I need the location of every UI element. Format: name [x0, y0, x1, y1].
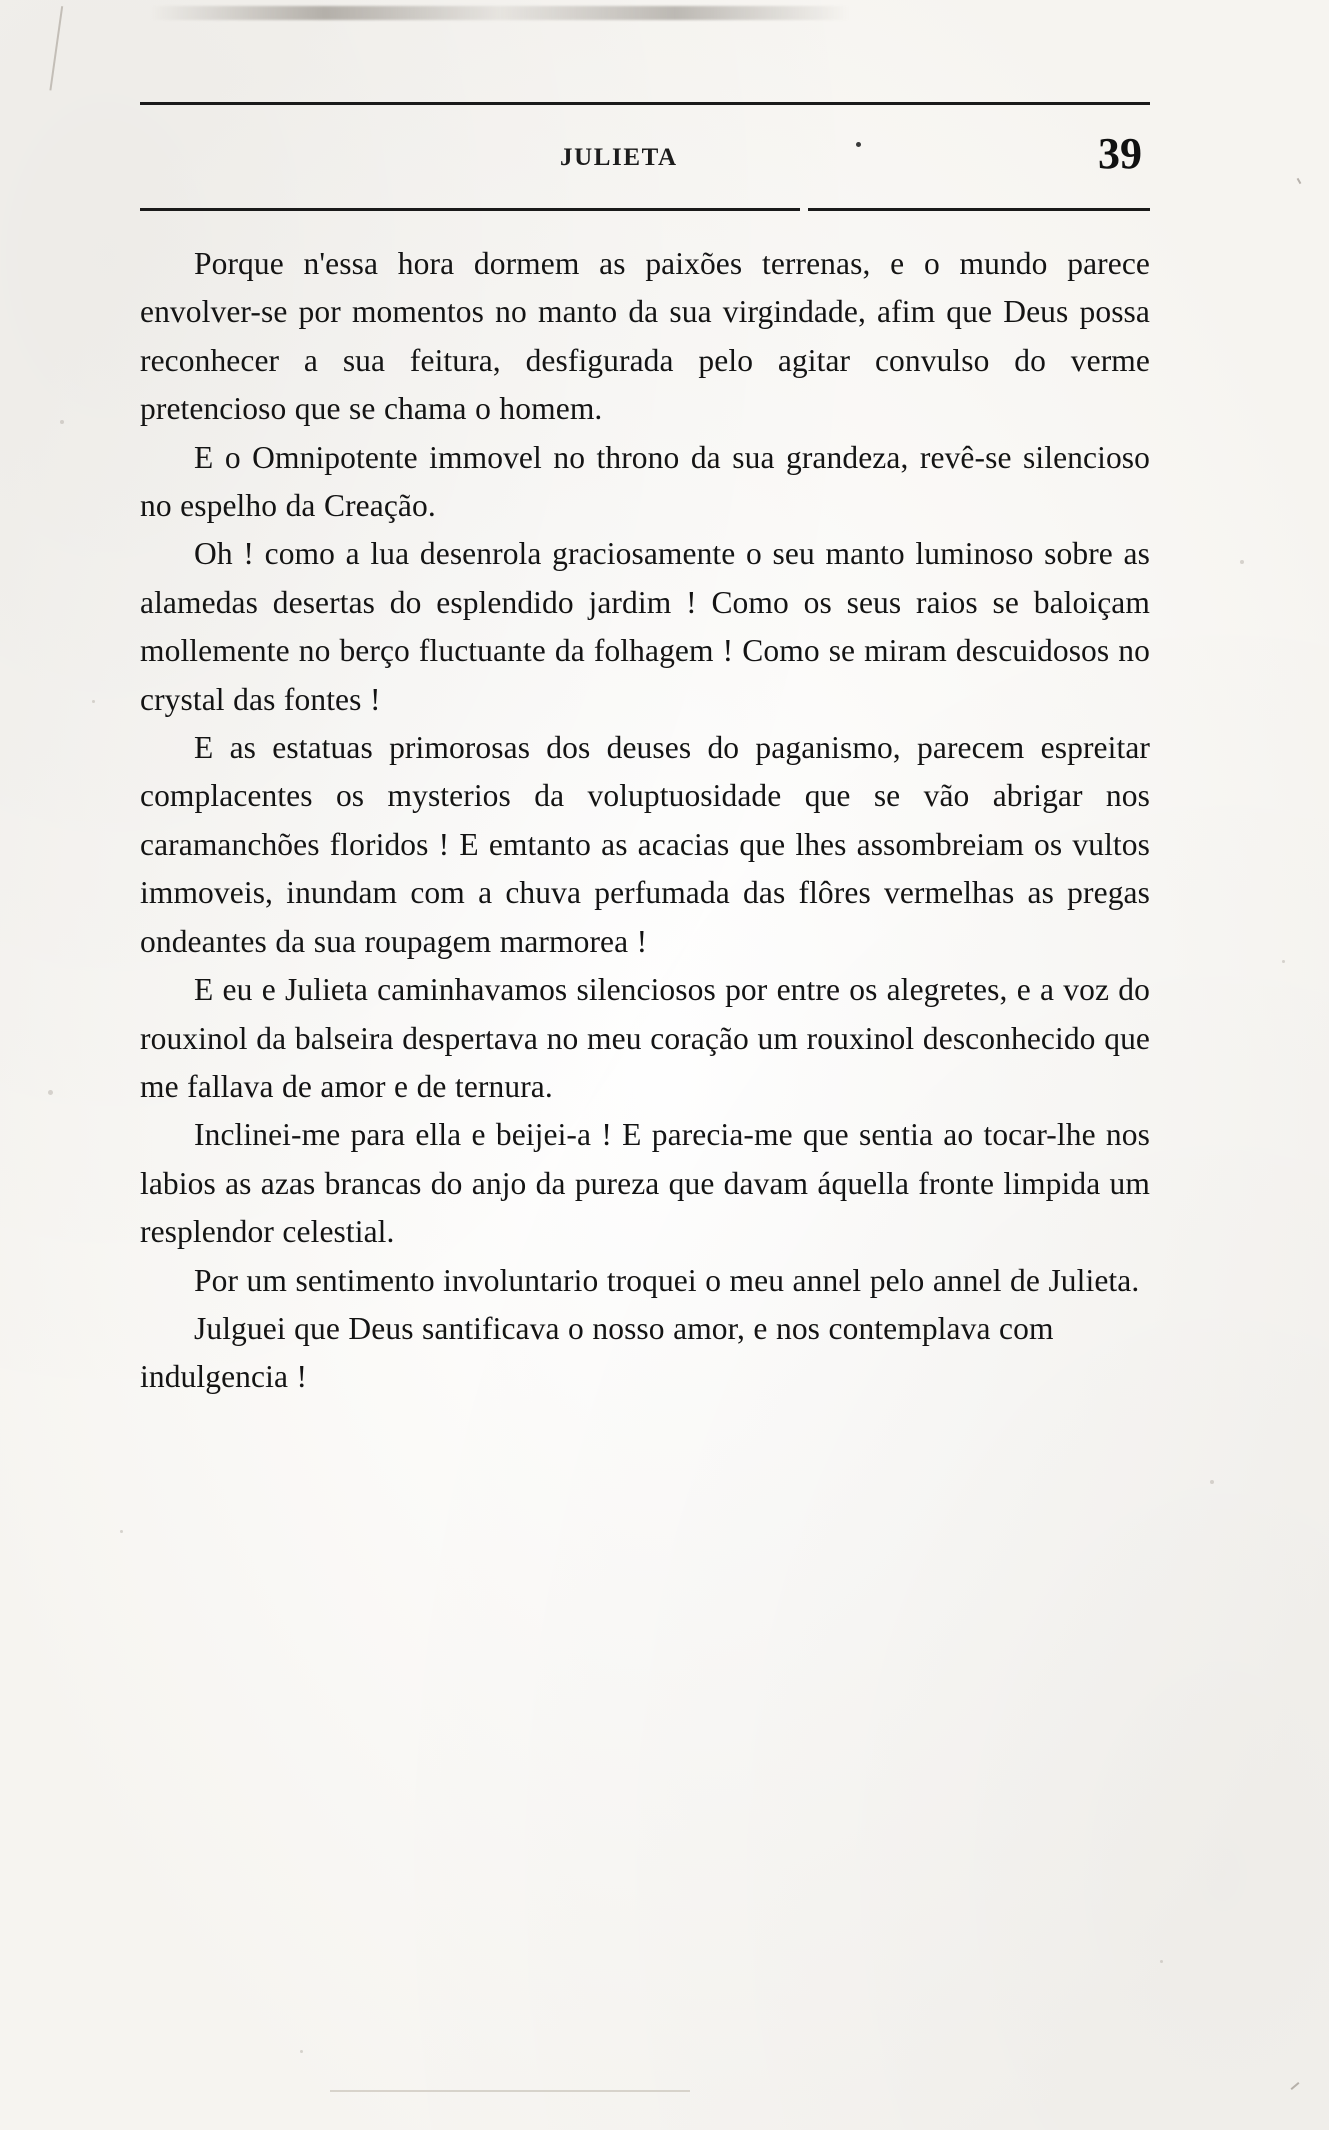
paragraph: Inclinei-me para ella e beijei-a ! E parecia-me que sentia ao tocar-lhe nos labios as azas brancas do anjo da pureza que davam áquella fronte limpida um resplendor celestial. — [140, 1117, 1150, 1250]
scan-speck — [1160, 1960, 1163, 1963]
paragraph: Julguei que Deus santificava o nosso amor, e nos contemplava com indulgencia ! — [140, 1310, 1054, 1395]
scan-speck — [60, 420, 64, 424]
scan-edge-mark — [1297, 178, 1302, 184]
page-number: 39 — [1098, 129, 1142, 178]
scan-speck — [120, 1530, 123, 1533]
book-title: JULIETA — [560, 144, 678, 171]
header-rule-top — [140, 102, 1150, 105]
paragraph: E o Omnipotente immovel no throno da sua grandeza, revê-se silencioso no espelho da Creação. — [140, 439, 1150, 524]
paragraph: Porque n'essa hora dormem as paixões terrenas, e o mundo parece envolver-se por momentos no manto da sua virgindade, afim que Deus possa reconhecer a sua feitura, desfigurada pelo agitar convulso do verme pretencioso que se chama o homem. — [140, 246, 1150, 427]
scan-speck — [48, 1090, 53, 1095]
scan-edge-mark — [1291, 2082, 1300, 2090]
scan-corner-mark — [49, 6, 122, 99]
paragraph: Oh ! como a lua desenrola graciosamente o seu manto luminoso sobre as alamedas desertas do esplendido jardim ! Como os seus raios se baloiçam mollemente no berço fluctuante da folhagem ! Como se miram descuidosos no crystal das fontes ! — [140, 536, 1150, 717]
paragraph: E as estatuas primorosas dos deuses do paganismo, parecem espreitar complacentes os mysterios da voluptuosidade que se vão abrigar nos caramanchões floridos ! E emtanto as acacias que lhes assombreiam os vultos immoveis, inundam com a chuva perfumada das flôres vermelhas as pregas ondeantes da sua roupagem marmorea ! — [140, 730, 1150, 959]
scan-speck — [1240, 560, 1244, 564]
paragraph: Por um sentimento involuntario troquei o meu annel pelo annel de Julieta. — [194, 1262, 1140, 1298]
paragraph: E eu e Julieta caminhavamos silenciosos por entre os alegretes, e a voz do rouxinol da balseira despertava no meu coração um rouxinol desconhecido que me fallava de amor e de ternura. — [140, 972, 1150, 1104]
header-rule-bottom-right — [808, 208, 1150, 211]
header-rule-bottom-left — [140, 208, 800, 211]
body-text — [140, 240, 1150, 1402]
scan-speck — [1282, 960, 1285, 963]
footer-rule — [330, 2090, 690, 2092]
running-head — [140, 129, 1150, 186]
header-dot-mark — [856, 142, 861, 147]
page-content — [140, 0, 1160, 2130]
scan-speck — [1210, 1480, 1214, 1484]
scan-speck — [92, 700, 95, 703]
